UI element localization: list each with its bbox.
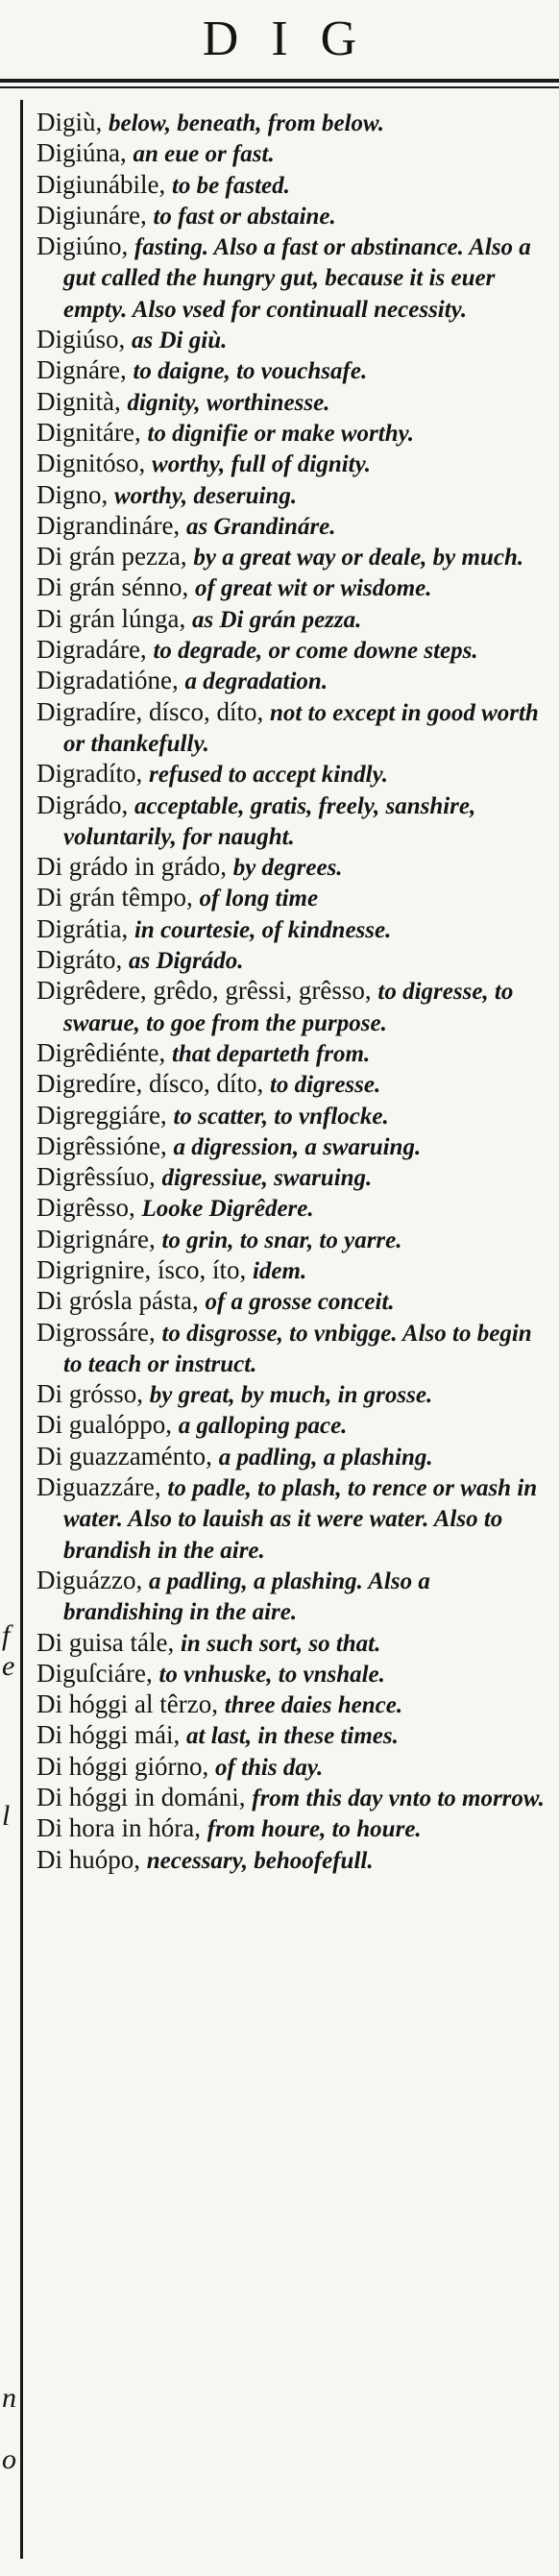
entry-gloss: to scatter, to vnflocke. (173, 1103, 389, 1130)
entry-gloss: an eue or fast. (133, 141, 275, 168)
entry-headword: Digradíto, (36, 759, 149, 789)
entry-headword: Dignitáre, (36, 417, 148, 447)
dictionary-entry (36, 697, 547, 760)
dictionary-entry (36, 883, 547, 913)
dictionary-entry (36, 1225, 547, 1255)
entry-gloss: worthy, full of dignity. (152, 451, 372, 478)
entry-headword: Digrossáre, (36, 1317, 162, 1347)
entry-gloss: dignity, worthinesse. (127, 389, 330, 416)
dictionary-entry (36, 1162, 547, 1193)
entry-gloss: as Grandináre. (185, 513, 336, 540)
entry-headword: Dignáre, (36, 355, 134, 385)
margin-fragment: e (2, 1650, 15, 1682)
dictionary-entry (36, 790, 547, 853)
entry-headword: Diguázzo, (36, 1565, 149, 1594)
dictionary-entry (36, 1131, 547, 1162)
entry-headword: Digrêdiénte, (36, 1037, 172, 1067)
dictionary-entry (36, 635, 547, 666)
dictionary-entry (36, 542, 547, 572)
entry-headword: Digiù, (36, 108, 109, 136)
entry-gloss: from this day vnto to morrow. (252, 1786, 545, 1812)
entry-headword: Di huópo, (36, 1844, 147, 1874)
entry-headword: Digiunábile, (36, 169, 172, 199)
entry-gloss: that departeth from. (171, 1040, 371, 1067)
entry-gloss: as Di grán pezza. (191, 606, 362, 633)
dictionary-entries (36, 108, 547, 1876)
dictionary-entry (36, 1101, 547, 1131)
entry-gloss: by great, by much, in grosse. (149, 1382, 433, 1409)
entry-gloss: to padle, to plash, to rence or wash in water. Also to lauish as it were water. Also to brandish in the aire. (63, 1475, 538, 1564)
entry-headword: Di grán lúnga, (36, 603, 192, 633)
entry-gloss: at last, in these times. (186, 1723, 399, 1750)
entry-headword: Digradatióne, (36, 666, 185, 695)
entry-gloss: of great wit or wisdome. (194, 575, 432, 602)
entry-gloss: by a great way or deale, by much. (193, 545, 524, 571)
entry-headword: Digiúso, (36, 325, 133, 354)
dictionary-entry (36, 1689, 547, 1720)
entry-gloss: in such sort, so that. (180, 1630, 381, 1657)
entry-gloss: in courtesie, of kindnesse. (134, 916, 392, 943)
dictionary-entry (36, 201, 547, 231)
entry-headword: Di grán pezza, (36, 542, 194, 571)
entry-headword: Digrádo, (36, 790, 134, 819)
entry-gloss: digressiue, swaruing. (161, 1165, 373, 1192)
dictionary-entry (36, 1286, 547, 1317)
dictionary-entry (36, 1379, 547, 1410)
entry-headword: Digrêsso, (36, 1193, 142, 1223)
entry-gloss: of this day. (215, 1754, 324, 1781)
entry-gloss: three daies hence. (224, 1692, 403, 1719)
dictionary-entry (36, 325, 547, 355)
margin-fragment: l (2, 1800, 11, 1832)
dictionary-entry (36, 1442, 547, 1472)
dictionary-entry (36, 1566, 547, 1628)
entry-headword: Di hóggi giórno, (36, 1751, 215, 1781)
dictionary-entry (36, 1255, 547, 1286)
entry-gloss: fasting. Also a fast or abstinance. Also a gut called the hungry gut, because it is euer empty. Also vsed for continuall necessity. (63, 234, 531, 323)
dictionary-entry (36, 1628, 547, 1659)
dictionary-entry (36, 355, 547, 386)
entry-headword: Digradáre, (36, 635, 154, 665)
dictionary-entry (36, 1813, 547, 1844)
dictionary-entry (36, 914, 547, 945)
entry-gloss: as Di giù. (132, 328, 228, 354)
dictionary-entry (36, 1752, 547, 1783)
dictionary-entry (36, 1472, 547, 1566)
entry-headword: Digráto, (36, 945, 129, 975)
dictionary-entry (36, 1783, 547, 1813)
header-rule-thin (0, 86, 559, 88)
entry-headword: Di grán têmpo, (36, 883, 200, 912)
entry-headword: Di gualóppo, (36, 1410, 179, 1440)
entry-gloss: to degrade, or come downe steps. (153, 638, 478, 665)
left-margin-fragments (0, 0, 19, 2576)
margin-fragment: o (2, 2443, 16, 2475)
dictionary-entry (36, 480, 547, 511)
dictionary-entry (36, 138, 547, 169)
entry-headword: Di hóggi mái, (36, 1720, 186, 1750)
entry-headword: Dignitóso, (36, 449, 153, 478)
running-head: DIG (202, 12, 390, 66)
entry-gloss: not to except in good worth or thankefully. (63, 699, 539, 757)
entry-gloss: to be fasted. (171, 172, 290, 199)
dictionary-entry (36, 976, 547, 1038)
entry-headword: Digrandináre, (36, 510, 186, 540)
column-rule (20, 100, 23, 2559)
dictionary-entry (36, 449, 547, 479)
entry-headword: Digno, (36, 479, 114, 509)
entry-gloss: to daigne, to vouchsafe. (133, 358, 368, 385)
dictionary-entry (36, 1845, 547, 1876)
entry-headword: Digiúno, (36, 231, 135, 261)
entry-headword: Digrignáre, (36, 1224, 162, 1253)
entry-gloss: to digresse, to swarue, to goe from the purpose. (63, 979, 514, 1036)
dictionary-entry (36, 1193, 547, 1224)
entry-gloss: worthy, deseruing. (114, 482, 298, 509)
margin-fragment: f (2, 1619, 11, 1651)
entry-headword: Diguazzáre, (36, 1472, 168, 1502)
entry-headword: Digrêssíuo, (36, 1162, 162, 1192)
entry-headword: Dignità, (36, 386, 128, 416)
entry-headword: Digiunáre, (36, 200, 154, 230)
dictionary-entry (36, 666, 547, 696)
entry-headword: Digrátia, (36, 913, 134, 943)
entry-headword: Di guazzaménto, (36, 1441, 219, 1470)
dictionary-entry (36, 1318, 547, 1380)
dictionary-entry (36, 572, 547, 603)
entry-gloss: a degradation. (184, 668, 328, 695)
entry-gloss: to grin, to snar, to yarre. (161, 1227, 402, 1253)
entry-headword: Di grósso, (36, 1379, 150, 1409)
entry-gloss: to vnhuske, to vnshale. (158, 1661, 385, 1688)
entry-gloss: a digression, a swaruing. (173, 1133, 422, 1160)
entry-gloss: Looke Digrêdere. (141, 1196, 314, 1223)
entry-headword: Di hora in hóra, (36, 1813, 207, 1843)
dictionary-entry (36, 387, 547, 418)
entry-headword: Di hóggi al têrzo, (36, 1689, 225, 1719)
dictionary-entry (36, 1038, 547, 1069)
entry-gloss: necessary, behoofefull. (146, 1847, 374, 1874)
entry-gloss: from houre, to houre. (207, 1816, 422, 1843)
entry-headword: Digrêdere, grêdo, grêssi, grêsso, (36, 976, 378, 1006)
entry-gloss: by degrees. (232, 855, 343, 882)
dictionary-entry (36, 170, 547, 201)
entry-gloss: idem. (252, 1257, 307, 1284)
dictionary-entry (36, 759, 547, 790)
entry-gloss: acceptable, gratis, freely, sanshire, voluntarily, for naught. (63, 792, 476, 850)
entry-gloss: as Digrádo. (128, 948, 244, 975)
entry-gloss: to digresse. (269, 1072, 381, 1099)
dictionary-entry (36, 1410, 547, 1441)
dictionary-entry (36, 1069, 547, 1100)
entry-headword: Diguſciáre, (36, 1658, 159, 1688)
entry-gloss: a galloping pace. (178, 1413, 348, 1440)
entry-headword: Digrêssióne, (36, 1130, 174, 1160)
dictionary-entry (36, 1720, 547, 1751)
dictionary-entry (36, 231, 547, 325)
entry-headword: Di grósla pásta, (36, 1286, 206, 1316)
entry-gloss: of long time (199, 886, 319, 912)
entry-gloss: below, beneath, from below. (109, 110, 385, 136)
entry-headword: Di hóggi in dománi, (36, 1783, 253, 1812)
entry-gloss: to dignifie or make worthy. (147, 420, 415, 447)
dictionary-entry (36, 852, 547, 883)
entry-headword: Digradíre, dísco, díto, (36, 696, 270, 726)
dictionary-entry (36, 945, 547, 976)
entry-headword: Di guisa tále, (36, 1627, 181, 1657)
entry-gloss: to disgrosse, to vnbigge. Also to begin to teach or instruct. (63, 1320, 532, 1377)
entry-headword: Di grádo in grádo, (36, 852, 233, 882)
entry-headword: Di grán sénno, (36, 572, 195, 602)
entry-headword: Digreggiáre, (36, 1100, 174, 1130)
dictionary-entry (36, 604, 547, 635)
entry-gloss: a padling, a plashing. (218, 1444, 433, 1470)
margin-fragment: n (2, 2382, 16, 2414)
page-header (0, 0, 559, 92)
entry-headword: Digredíre, dísco, díto, (36, 1069, 270, 1099)
entry-gloss: a padling, a plashing. Also a brandishing in the aire. (63, 1567, 430, 1626)
entry-headword: Digiúna, (36, 138, 134, 168)
entry-gloss: of a grosse conceit. (205, 1289, 395, 1316)
dictionary-entry (36, 418, 547, 449)
entry-headword: Digrignire, ísco, íto, (36, 1254, 253, 1284)
header-rule (0, 79, 559, 83)
dictionary-entry (36, 1659, 547, 1689)
dictionary-entry (36, 108, 547, 138)
entry-gloss: to fast or abstaine. (153, 203, 336, 230)
dictionary-entry (36, 511, 547, 542)
entry-gloss: refused to accept kindly. (148, 762, 389, 789)
